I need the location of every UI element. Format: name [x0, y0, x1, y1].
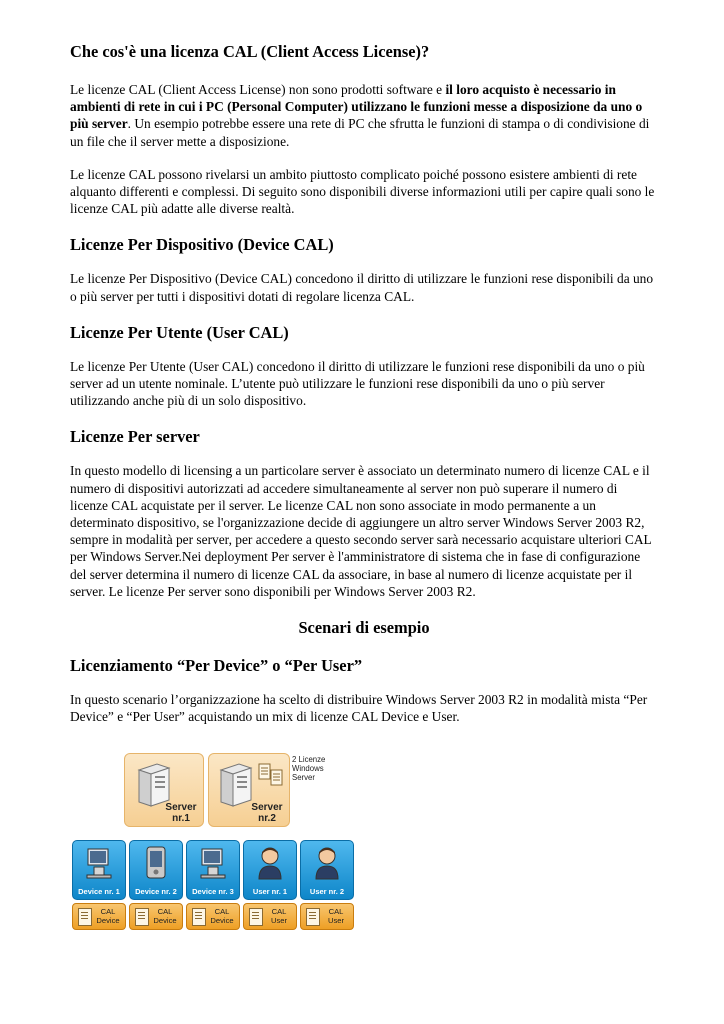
heading-device-cal: Licenze Per Dispositivo (Device CAL)	[70, 235, 334, 255]
heading-per-server: Licenze Per server	[70, 427, 200, 447]
heading-user-cal: Licenze Per Utente (User CAL)	[70, 322, 289, 342]
user-icon	[257, 846, 283, 880]
server-icon	[217, 760, 255, 808]
tile-label: User nr. 1	[252, 887, 288, 896]
tile-label: User nr. 2	[309, 887, 345, 896]
tile-label: Device nr. 2	[135, 887, 177, 896]
desktop-pc-icon	[85, 847, 113, 879]
license-document-icon	[249, 908, 263, 926]
paragraph-device-cal: Le licenze Per Dispositivo (Device CAL) concedono il diritto di utilizzare le funzioni rese disponibili da uno o più server per tutti i dispositivi dotati di regolare licenza CAL.	[70, 271, 654, 304]
document-page	[70, 38, 658, 725]
cal-label: CAL Device	[96, 907, 120, 925]
license-document-icon	[135, 908, 149, 926]
tile-label: Device nr. 1	[78, 887, 120, 896]
license-document-icon	[306, 908, 320, 926]
p1-text-a: Le licenze CAL (Client Access License) non sono prodotti software e	[70, 82, 446, 97]
paragraph-scenario: In questo scenario l’organizzazione ha scelto di distribuire Windows Server 2003 R2 in modalità mista “Per Device” e “Per User” acquistando un mix di licenze CAL Device e User.	[70, 692, 648, 725]
cal-label: CAL User	[327, 907, 345, 925]
mobile-device-icon	[145, 846, 167, 880]
paragraph-user-cal: Le licenze Per Utente (User CAL) concedono il diritto di utilizzare le funzioni rese disponibili da uno o più server ad un utente nominale. L’utente può utilizzare le funzioni rese disponibili da uno o più server utilizzando anche più di un solo dispositivo.	[70, 358, 645, 409]
cal-user-tile-1	[243, 903, 297, 930]
cal-label: CAL Device	[153, 907, 177, 925]
paragraph-per-server: In questo modello di licensing a un particolare server è associato un determinato numero di licenze CAL e il numero di dispositivi autorizzati ad accedere simultaneamente al server non può superare il numero di licenze CAL acquistate per il server. Le licenze CAL non sono associate in modo permanente a un determinato dispositivo, se l'organizzazione decide di aggiungere un altro server Windows Server 2003 R2, sempre in modalità per server, per accedere a questo secondo server sarà necessario acquistare ulteriori CAL per Windows Server.Nei deployment Per server è l'amministratore di sistema che in fase di configurazione del server determina il numero di licenze CAL da associare, in base al numero di licenze acquistate per il server. Le licenze Per server sono disponibili per Windows Server 2003 R2.	[70, 463, 652, 599]
paragraph-cal-complexity: Le licenze CAL possono rivelarsi un ambito piuttosto complicato poiché possono esistere ambienti di rete alquanto differenti e complessi. Di seguito sono disponibili diverse informazioni utili per capire quali sono le licenze CAL più adatte alle diverse realtà.	[70, 166, 655, 217]
server-2-label: Server nr.2	[251, 802, 283, 824]
cal-label: CAL Device	[210, 907, 234, 925]
licensing-diagram	[70, 748, 360, 932]
windows-server-licenses-note: 2 Licenze Windows Server	[292, 755, 326, 782]
cal-label: CAL User	[270, 907, 288, 925]
cal-user-tile-2	[300, 903, 354, 930]
cal-device-tile-1	[72, 903, 126, 930]
p1-text-bold: il loro acquisto è necessario in ambienti di rete in cui i PC (Personal Computer) utilizzano le funzioni messe a disposizione da uno o più server	[70, 82, 643, 132]
device-tile-1	[72, 840, 126, 900]
heading-cal-definition: Che cos'è una licenza CAL (Client Access License)?	[70, 42, 430, 61]
server-panel-1	[124, 753, 204, 827]
cal-device-tile-2	[129, 903, 183, 930]
device-tile-2	[129, 840, 183, 900]
cal-device-tile-3	[186, 903, 240, 930]
desktop-pc-icon	[199, 847, 227, 879]
license-documents-icon	[257, 762, 285, 790]
server-icon	[135, 760, 173, 808]
device-tile-3	[186, 840, 240, 900]
user-icon	[314, 846, 340, 880]
p1-text-c: . Un esempio potrebbe essere una rete di PC che sfrutta le funzioni di stampa o di condivisione di un file che il server mette a disposizione.	[70, 116, 650, 149]
paragraph-cal-intro	[70, 81, 658, 150]
license-document-icon	[78, 908, 92, 926]
server-panel-2	[208, 753, 290, 827]
heading-example-scenarios: Scenari di esempio	[298, 618, 430, 638]
server-1-label: Server nr.1	[165, 802, 197, 824]
tile-label: Device nr. 3	[192, 887, 234, 896]
heading-per-device-per-user: Licenziamento “Per Device” o “Per User”	[70, 656, 363, 676]
user-tile-1	[243, 840, 297, 900]
user-tile-2	[300, 840, 354, 900]
license-document-icon	[192, 908, 206, 926]
